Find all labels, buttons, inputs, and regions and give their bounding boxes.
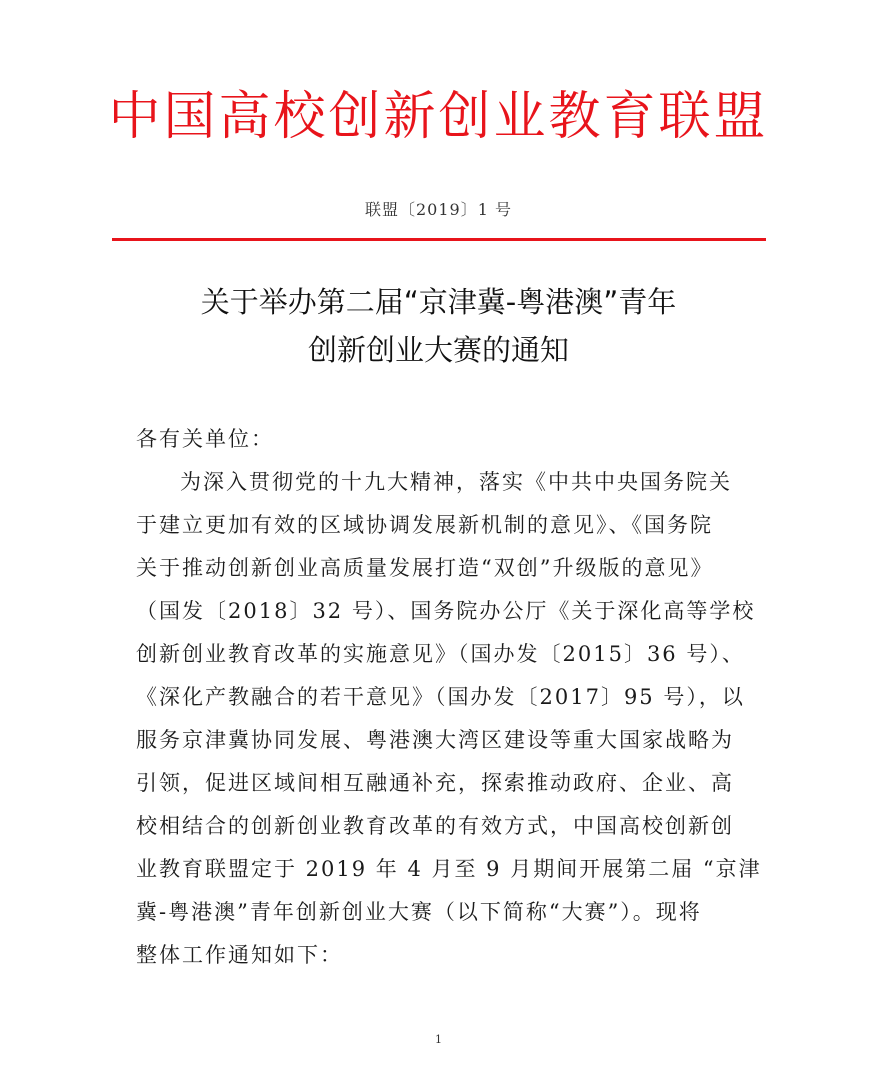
paragraph-line: 为深入贯彻党的十九大精神，落实《中共中央国务院关	[180, 470, 732, 494]
notice-body	[136, 418, 762, 977]
paragraph-line: 冀-粤港澳”青年创新创业大赛（以下简称“大赛”）。现将	[136, 900, 702, 924]
paragraph-line: 整体工作通知如下：	[136, 943, 343, 967]
page-number: 1	[435, 1033, 442, 1046]
notice-title-line-1: 关于举办第二届“京津冀-粤港澳”青年	[200, 285, 677, 319]
paragraph-line: （国发〔2018〕32 号）、国务院办公厅《关于深化高等学校	[136, 599, 756, 623]
notice-title	[0, 278, 877, 374]
paragraph-line: 服务京津冀协同发展、粤港澳大湾区建设等重大国家战略为	[136, 728, 734, 752]
paragraph-line: 引领，促进区域间相互融通补充，探索推动政府、企业、高	[136, 771, 734, 795]
paragraph-line: 业教育联盟定于 2019 年 4 月至 9 月期间开展第二届 “京津	[136, 857, 762, 881]
document-number: 联盟〔2019〕1 号	[365, 200, 512, 219]
notice-title-line-2: 创新创业大赛的通知	[307, 333, 569, 367]
paragraph-line: 《深化产教融合的若干意见》（国办发〔2017〕95 号），以	[136, 685, 745, 709]
salutation: 各有关单位：	[136, 427, 274, 451]
paragraph-line: 校相结合的创新创业教育改革的有效方式，中国高校创新创	[136, 814, 734, 838]
paragraph-line: 关于推动创新创业高质量发展打造“双创”升级版的意见》	[136, 556, 714, 580]
organization-header: 中国高校创新创业教育联盟	[108, 87, 769, 147]
red-divider-line	[112, 238, 766, 241]
paragraph-line: 创新创业教育改革的实施意见》（国办发〔2015〕36 号）、	[136, 642, 745, 666]
paragraph-line: 于建立更加有效的区域协调发展新机制的意见》、《国务院	[136, 513, 713, 537]
